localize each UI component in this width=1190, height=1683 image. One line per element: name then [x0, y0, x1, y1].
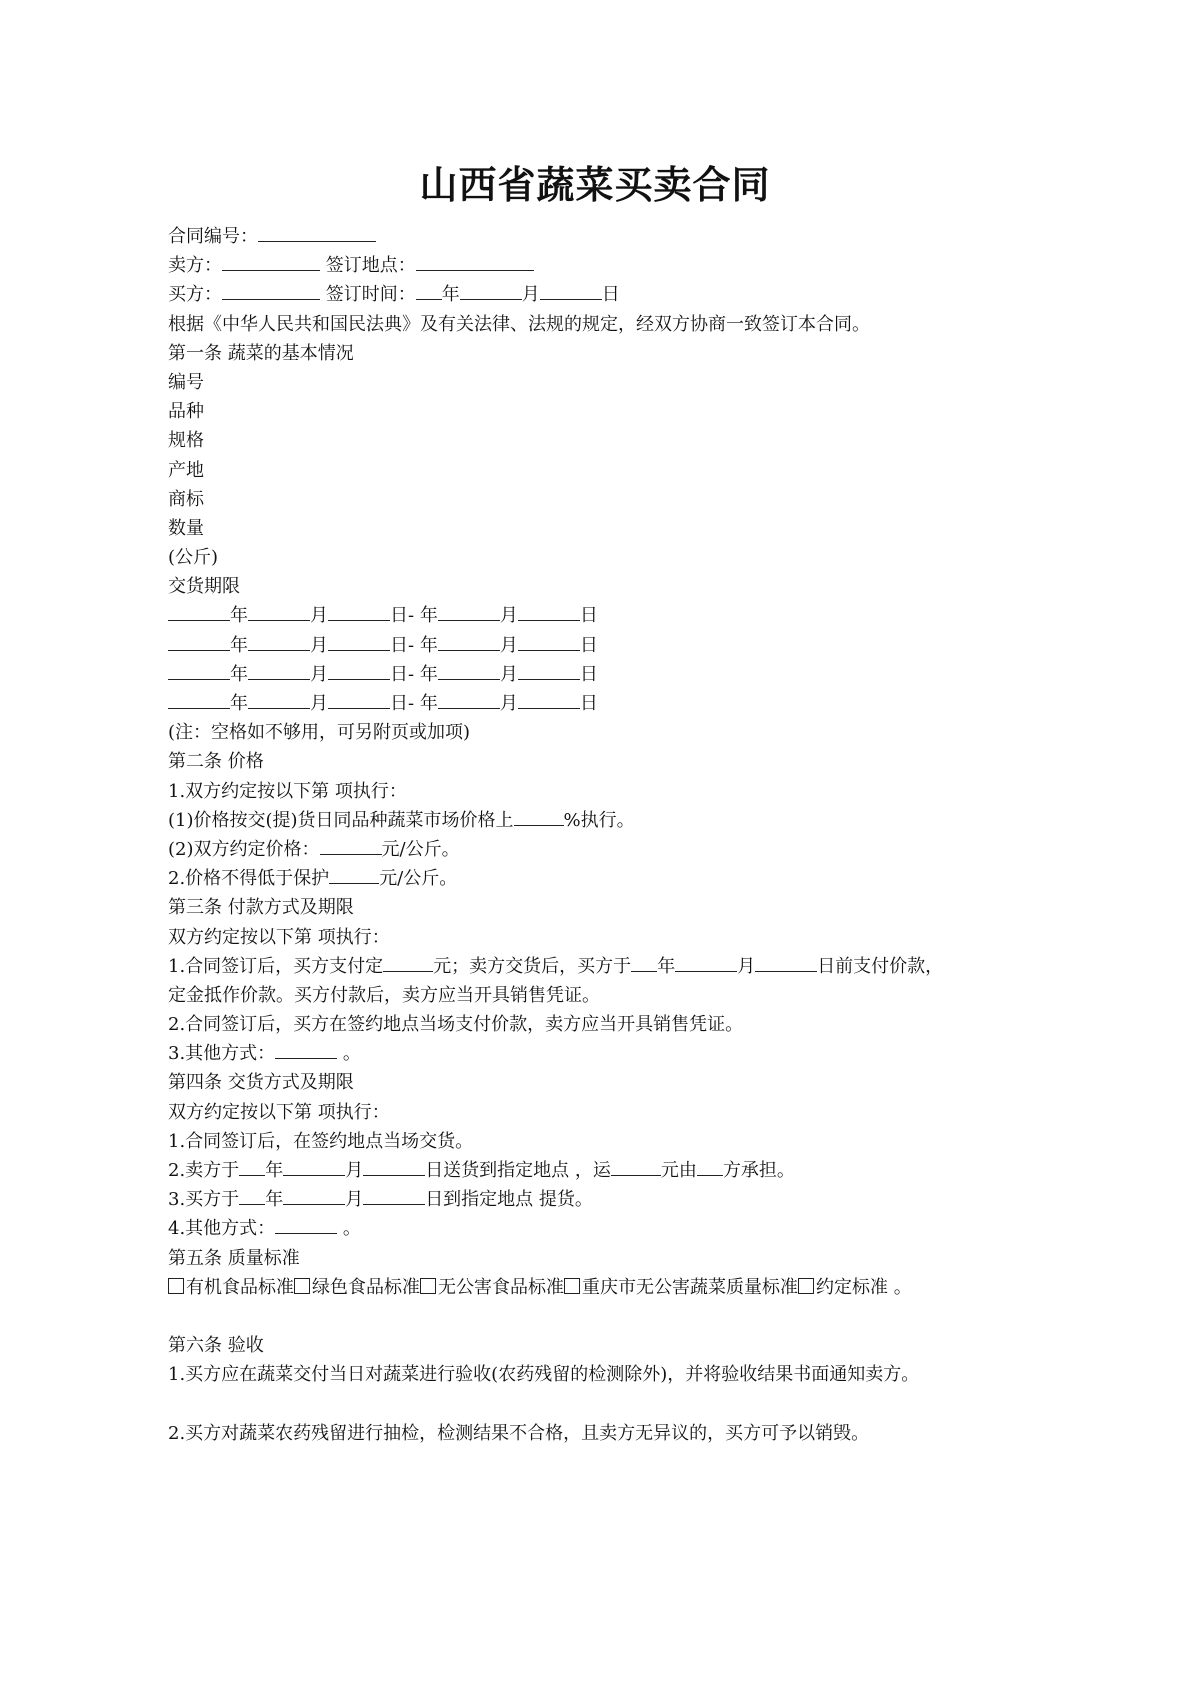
article4-item4	[168, 1214, 958, 1243]
month-blank[interactable]	[283, 1159, 345, 1176]
blank[interactable]	[328, 663, 390, 680]
date-range-row	[168, 660, 958, 689]
article4-item3	[168, 1185, 958, 1214]
article2-item2	[168, 864, 958, 893]
text: 日前支付价款，定金抵作价款。买方付款后，卖方应当开具销售凭证。	[168, 955, 944, 1006]
buyer-blank[interactable]	[222, 283, 320, 300]
blank[interactable]	[518, 663, 580, 680]
year-label: 年	[419, 693, 438, 714]
field-origin: 产地	[168, 459, 204, 481]
blank[interactable]	[248, 663, 310, 680]
other-method-blank[interactable]	[275, 1042, 337, 1059]
option-label: 约定标准 。	[816, 1276, 912, 1298]
other-method-blank[interactable]	[275, 1217, 337, 1234]
day-blank[interactable]	[363, 1159, 425, 1176]
checkbox-chongqing-standard[interactable]	[564, 1278, 580, 1294]
blank[interactable]	[438, 692, 500, 709]
blank[interactable]	[248, 604, 310, 621]
price-blank[interactable]	[320, 838, 382, 855]
text: 年	[265, 1160, 284, 1182]
month-blank[interactable]	[283, 1188, 345, 1205]
party-blank[interactable]	[697, 1159, 723, 1176]
month-label: 月	[499, 663, 518, 685]
text: 。	[337, 1218, 361, 1240]
option-label: 有机食品标准	[186, 1276, 294, 1298]
field-variety: 品种	[168, 401, 204, 423]
field-number: 编号	[168, 371, 204, 393]
article2-item1: 1.双方约定按以下第 项执行：	[168, 780, 407, 802]
field-spec: 规格	[168, 430, 204, 452]
blank[interactable]	[168, 692, 230, 709]
year-blank[interactable]	[239, 1159, 265, 1176]
article6-heading: 第六条 验收	[168, 1335, 264, 1357]
contract-number-blank[interactable]	[258, 225, 376, 242]
document-body	[168, 222, 958, 1448]
day-dash-label: 日-	[390, 663, 420, 685]
field-unit: (公斤)	[168, 547, 219, 569]
article3-intro: 双方约定按以下第 项执行：	[168, 926, 390, 948]
text: 年	[265, 1189, 284, 1211]
month-label: 月	[310, 693, 328, 714]
date-range-row	[168, 689, 958, 718]
month-label: 月	[310, 663, 328, 685]
day-blank[interactable]	[363, 1188, 425, 1205]
text: 年	[657, 955, 676, 977]
blank[interactable]	[518, 604, 580, 621]
day-label: 日	[601, 284, 620, 306]
year-label: 年	[230, 693, 248, 714]
day-dash-label: 日-	[390, 605, 420, 627]
text: 2.价格不得低于保护	[168, 868, 330, 890]
text: 月	[345, 1189, 364, 1211]
article6-item1: 1.买方应在蔬菜交付当日对蔬菜进行验收(农药残留的检测除外)，并将验收结果书面通知卖方。	[168, 1364, 920, 1386]
option-label: 绿色食品标准	[312, 1276, 420, 1298]
month-label: 月	[499, 605, 518, 627]
blank[interactable]	[168, 663, 230, 680]
checkbox-agreed-standard[interactable]	[798, 1278, 814, 1294]
seller-label: 卖方：	[168, 255, 222, 277]
text: 。	[337, 1043, 361, 1065]
blank[interactable]	[328, 692, 390, 709]
blank[interactable]	[248, 634, 310, 651]
article3-item1	[168, 952, 958, 1010]
article5-heading: 第五条 质量标准	[168, 1247, 300, 1269]
article6-item2: 2.买方对蔬菜农药残留进行抽检，检测结果不合格，且卖方无异议的，买方可予以销毁。	[168, 1422, 870, 1444]
field-delivery-period: 交货期限	[168, 576, 240, 598]
contract-number-label: 合同编号：	[168, 226, 258, 247]
seller-blank[interactable]	[222, 254, 320, 271]
article4-item1: 1.合同签订后，在签约地点当场交货。	[168, 1130, 474, 1152]
date-range-row	[168, 631, 958, 660]
blank[interactable]	[438, 634, 500, 651]
min-price-blank[interactable]	[329, 867, 379, 884]
text: (2)双方约定价格：	[168, 838, 320, 860]
month-label: 月	[310, 605, 328, 627]
text: 元/公斤。	[379, 868, 458, 890]
sign-place-label: 签订地点：	[325, 255, 416, 277]
option-label: 无公害食品标准	[438, 1276, 564, 1298]
text: 元由	[660, 1160, 697, 1182]
text: %执行。	[563, 809, 635, 831]
day-dash-label: 日-	[390, 634, 420, 656]
text: 方承担。	[722, 1160, 795, 1182]
month-label: 月	[521, 284, 540, 306]
sign-place-blank[interactable]	[416, 254, 534, 271]
buyer-label: 买方：	[168, 284, 222, 306]
quality-standard-options	[168, 1273, 958, 1331]
text: 3.买方于	[168, 1189, 240, 1211]
month-label: 月	[310, 634, 328, 656]
checkbox-pollution-free[interactable]	[420, 1278, 436, 1294]
month-label: 月	[499, 693, 518, 714]
day-label: 日	[579, 634, 598, 656]
text: 2.卖方于	[168, 1160, 240, 1182]
month-blank[interactable]	[675, 955, 737, 972]
article4-item2	[168, 1156, 958, 1185]
buyer-line	[168, 280, 958, 309]
blank[interactable]	[518, 692, 580, 709]
day-label: 日	[579, 605, 598, 627]
day-blank[interactable]	[755, 955, 817, 972]
article1-heading: 第一条 蔬菜的基本情况	[168, 342, 354, 364]
deposit-blank[interactable]	[383, 955, 433, 972]
blank[interactable]	[168, 604, 230, 621]
year-blank[interactable]	[239, 1188, 265, 1205]
blank[interactable]	[518, 634, 580, 651]
day-label: 日	[579, 693, 598, 714]
article2-sub1	[168, 806, 958, 835]
article1-note: (注：空格如不够用，可另附页或加项)	[168, 722, 471, 744]
article2-heading: 第二条 价格	[168, 751, 264, 773]
field-brand: 商标	[168, 488, 204, 510]
sign-month-blank[interactable]	[460, 283, 522, 300]
day-dash-label: 日-	[390, 693, 420, 714]
blank[interactable]	[438, 604, 500, 621]
text: 3.其他方式：	[168, 1043, 276, 1065]
preamble: 根据《中华人民共和国民法典》及有关法律、法规的规定，经双方协商一致签订本合同。	[168, 313, 870, 335]
article2-sub2	[168, 835, 958, 864]
blank[interactable]	[328, 604, 390, 621]
percent-blank[interactable]	[514, 809, 564, 826]
sign-day-blank[interactable]	[540, 283, 602, 300]
blank[interactable]	[328, 634, 390, 651]
article3-item3	[168, 1039, 958, 1068]
text: 4.其他方式：	[168, 1218, 276, 1240]
text: 月	[737, 955, 756, 977]
year-label: 年	[419, 634, 438, 656]
year-label: 年	[230, 605, 248, 627]
article3-item2: 2.合同签订后，买方在签约地点当场支付价款，卖方应当开具销售凭证。	[168, 1014, 744, 1036]
article4-heading: 第四条 交货方式及期限	[168, 1072, 354, 1094]
contract-number-line	[168, 222, 958, 251]
document-title: 山西省蔬菜买卖合同	[419, 163, 771, 207]
year-blank[interactable]	[631, 955, 657, 972]
field-quantity: 数量	[168, 517, 204, 539]
text: 月	[345, 1160, 364, 1182]
year-label: 年	[230, 634, 248, 656]
freight-blank[interactable]	[611, 1159, 661, 1176]
text: 日到指定地点 提货。	[425, 1189, 593, 1211]
blank[interactable]	[168, 634, 230, 651]
blank[interactable]	[438, 663, 500, 680]
option-label: 重庆市无公害蔬菜质量标准	[582, 1276, 798, 1298]
seller-line	[168, 251, 958, 280]
text: 元；卖方交货后，买方于	[433, 955, 632, 977]
article4-intro: 双方约定按以下第 项执行：	[168, 1101, 390, 1123]
text: 1.合同签订后，买方支付定	[168, 955, 384, 977]
article3-heading: 第三条 付款方式及期限	[168, 897, 354, 919]
text: 日送货到指定地点 ，运	[425, 1160, 611, 1182]
date-range-row	[168, 601, 958, 630]
sign-time-label: 签订时间：	[325, 284, 416, 306]
checkbox-green[interactable]	[294, 1278, 310, 1294]
text: 元/公斤。	[381, 838, 460, 860]
year-label: 年	[419, 663, 438, 685]
text: (1)价格按交(提)货日同品种蔬菜市场价格上	[168, 809, 514, 831]
year-label: 年	[441, 284, 460, 306]
year-label: 年	[419, 605, 438, 627]
checkbox-organic[interactable]	[168, 1278, 184, 1294]
month-label: 月	[499, 634, 518, 656]
day-label: 日	[579, 663, 598, 685]
year-label: 年	[230, 663, 248, 685]
blank[interactable]	[248, 692, 310, 709]
sign-year-blank[interactable]	[416, 283, 442, 300]
